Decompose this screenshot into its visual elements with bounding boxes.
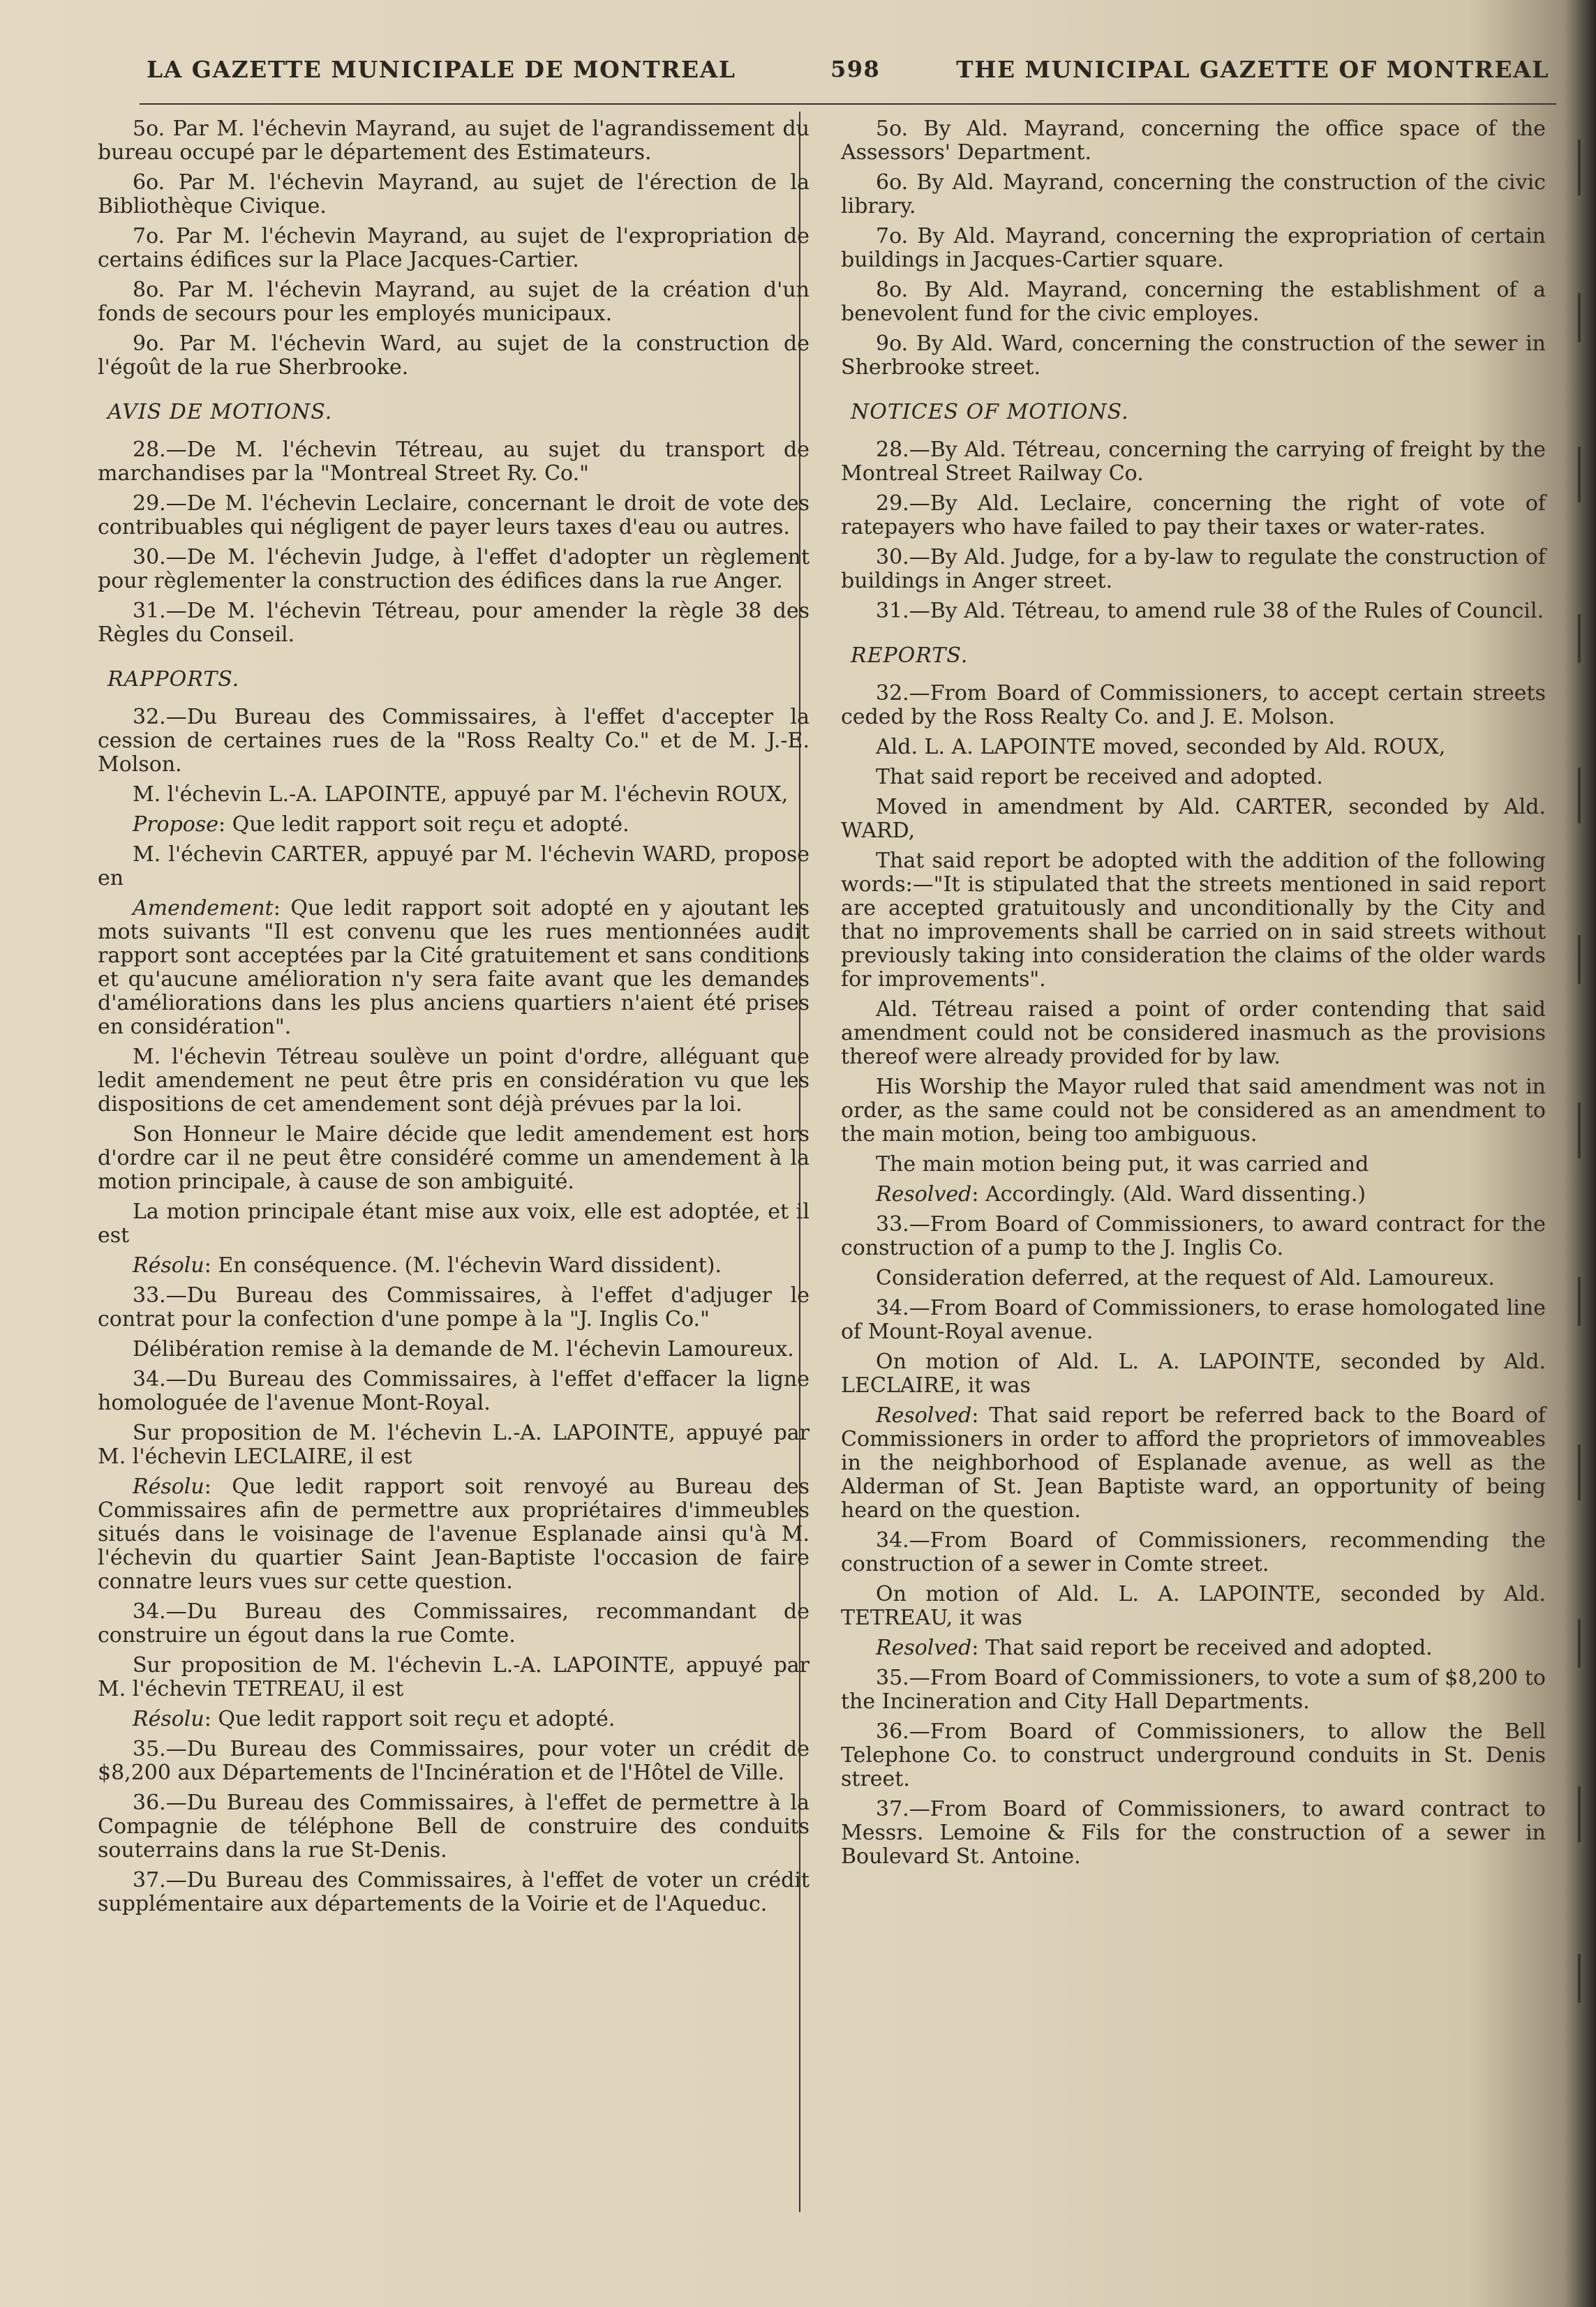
report-paragraph <box>98 897 810 1039</box>
report-paragraph: La motion principale étant mise aux voix, elle est adoptée, et il est <box>98 1200 810 1248</box>
edge-mark <box>1578 1444 1581 1500</box>
resolu-text: : Que ledit rapport soit renvoyé au Bureau des Commissaires afin de permettre aux propriétaires d'immeubles situés dans le voisinage de l'avenue Esplanade ainsi qu'à M. l'échevin du quartier Saint Jean-Baptiste l'occasion de faire connatre leurs vues sur cette question. <box>98 1474 810 1594</box>
motion-item: 28.—By Ald. Tétreau, concerning the carrying of freight by the Montreal Street Railway Co. <box>841 438 1546 486</box>
resolved-text: : That said report be received and adopted. <box>971 1636 1433 1660</box>
resolved-label: Resolved <box>876 1403 972 1428</box>
edge-mark <box>1578 1277 1581 1326</box>
motion-item: 31.—By Ald. Tétreau, to amend rule 38 of the Rules of Council. <box>876 599 1544 623</box>
propose-label: Propose <box>133 812 219 837</box>
notice-item: 9o. By Ald. Ward, concerning the construction of the sewer in Sherbrooke street. <box>841 331 1546 380</box>
report-paragraph: Ald. Tétreau raised a point of order contending that said amendment could not be considered inasmuch as the provisions thereof were already provided for by law. <box>841 997 1546 1069</box>
notice-item: 6o. Par M. l'échevin Mayrand, au sujet de l'érection de la Bibliothèque Civique. <box>98 170 810 218</box>
report-paragraph <box>841 1404 1546 1523</box>
notice-item: 9o. Par M. l'échevin Ward, au sujet de la construction de l'égoût de la rue Sherbrooke. <box>98 331 810 380</box>
notice-item: 8o. By Ald. Mayrand, concerning the establishment of a benevolent fund for the civic employes. <box>841 278 1546 326</box>
edge-mark <box>1578 293 1581 342</box>
section-heading-reports: RAPPORTS. <box>107 667 240 692</box>
resolved-label: Resolved <box>876 1182 972 1207</box>
resolu-label: Résolu <box>133 1707 204 1731</box>
resolved-label: Resolved <box>876 1636 972 1660</box>
report-paragraph <box>841 1636 1546 1660</box>
motion-item: 31.—De M. l'échevin Tétreau, pour amender la règle 38 des Règles du Conseil. <box>98 599 810 647</box>
report-paragraph <box>98 1475 810 1594</box>
resolu-label: Résolu <box>133 1253 204 1278</box>
english-column <box>841 117 1546 1875</box>
notice-item: 6o. By Ald. Mayrand, concerning the construction of the civic library. <box>841 170 1546 218</box>
resolved-text: : That said report be referred back to the Board of Commissioners in order to afford the proprietors of immoveables in the neighborhood of Esplanade avenue, as well as the Alderman of St. Jean Baptiste ward, an opportunity of being heard on the question. <box>841 1403 1546 1523</box>
report-paragraph: His Worship the Mayor ruled that said amendment was not in order, as the same could not be considered as an amendment to the main motion, being too ambiguous. <box>841 1075 1546 1147</box>
resolu-text: : Que ledit rapport soit reçu et adopté. <box>204 1707 616 1731</box>
report-item: 34.—Du Bureau des Commissaires, recommandant de construire un égout dans la rue Comte. <box>98 1599 810 1648</box>
notice-item: 8o. Par M. l'échevin Mayrand, au sujet de la création d'un fonds de secours pour les employés municipaux. <box>98 278 810 326</box>
report-paragraph: Consideration deferred, at the request of Ald. Lamoureux. <box>876 1266 1495 1290</box>
french-column <box>98 117 810 1922</box>
report-paragraph <box>98 813 810 837</box>
report-paragraph: Son Honneur le Maire décide que ledit amendement est hors d'ordre car il ne peut être considéré comme un amendement à la motion principale, à cause de son ambiguité. <box>98 1122 810 1194</box>
report-paragraph <box>841 1183 1546 1207</box>
edge-mark <box>1578 140 1581 195</box>
report-paragraph: M. l'échevin Tétreau soulève un point d'ordre, alléguant que ledit amendement ne peut être pris en considération vu que les dispositions de cet amendement sont déjà prévues par la loi. <box>98 1045 810 1117</box>
report-paragraph: M. l'échevin CARTER, appuyé par M. l'échevin WARD, propose en <box>98 842 810 890</box>
report-item: 34.—Du Bureau des Commissaires, à l'effet d'effacer la ligne homologuée de l'avenue Mont-Royal. <box>98 1367 810 1415</box>
report-paragraph: Sur proposition de M. l'échevin L.-A. LAPOINTE, appuyé par M. l'échevin LECLAIRE, il est <box>98 1421 810 1469</box>
report-item: 32.—From Board of Commissioners, to accept certain streets ceded by the Ross Realty Co. and J. E. Molson. <box>841 681 1546 729</box>
report-paragraph: That said report be received and adopted. <box>876 765 1323 789</box>
report-item: 36.—From Board of Commissioners, to allow the Bell Telephone Co. to construct underground conduits in St. Denis street. <box>841 1719 1546 1791</box>
edge-mark <box>1578 935 1581 984</box>
edge-mark <box>1578 1619 1581 1668</box>
report-paragraph: Moved in amendment by Ald. CARTER, seconded by Ald. WARD, <box>841 795 1546 843</box>
amendment-label: Amendement <box>133 896 274 920</box>
page-number: 598 <box>830 56 881 82</box>
motion-item: 30.—De M. l'échevin Judge, à l'effet d'adopter un règlement pour règlementer la construction des édifices dans la rue Anger. <box>98 545 810 593</box>
motion-item: 29.—De M. l'échevin Leclaire, concernant le droit de vote des contribuables qui négligent de payer leurs taxes d'eau ou autres. <box>98 491 810 539</box>
motion-item: 28.—De M. l'échevin Tétreau, au sujet du transport de marchandises par la "Montreal Street Ry. Co." <box>98 438 810 486</box>
section-heading-motions: NOTICES OF MOTIONS. <box>851 400 1129 424</box>
edge-mark <box>1578 447 1581 502</box>
report-paragraph: Sur proposition de M. l'échevin L.-A. LAPOINTE, appuyé par M. l'échevin TETREAU, il est <box>98 1653 810 1701</box>
report-item: 37.—From Board of Commissioners, to award contract to Messrs. Lemoine & Fils for the construction of a sewer in Boulevard St. Antoine. <box>841 1797 1546 1869</box>
report-item: 34.—From Board of Commissioners, to erase homologated line of Mount-Royal avenue. <box>841 1296 1546 1344</box>
report-paragraph: That said report be adopted with the addition of the following words:—"It is stipulated that the streets mentioned in said report are accepted gratuitously and unconditionally by the City and that no improvements shall be carried on in said streets without previously taking into consideration the claims of the older wards for improvements". <box>841 849 1546 992</box>
propose-text: : Que ledit rapport soit reçu et adopté. <box>218 812 629 837</box>
notice-item: 5o. Par M. l'échevin Mayrand, au sujet de l'agrandissement du bureau occupé par le département des Estimateurs. <box>98 117 810 165</box>
edge-mark <box>1578 1954 1581 2003</box>
report-item: 37.—Du Bureau des Commissaires, à l'effet de voter un crédit supplémentaire aux départements de la Voirie et de l'Aqueduc. <box>98 1868 810 1916</box>
header-rule <box>140 103 1556 105</box>
report-item: 36.—Du Bureau des Commissaires, à l'effet de permettre à la Compagnie de téléphone Bell de construire des conduits souterrains dans la rue St-Denis. <box>98 1791 810 1862</box>
header-title-english: THE MUNICIPAL GAZETTE OF MONTREAL <box>956 56 1549 83</box>
notice-item: 5o. By Ald. Mayrand, concerning the office space of the Assessors' Department. <box>841 117 1546 165</box>
report-item: 33.—From Board of Commissioners, to award contract for the construction of a pump to the J. Inglis Co. <box>841 1212 1546 1260</box>
report-item: 33.—Du Bureau des Commissaires, à l'effet d'adjuger le contrat pour la confection d'une pompe à la "J. Inglis Co." <box>98 1283 810 1331</box>
motion-item: 29.—By Ald. Leclaire, concerning the right of vote of ratepayers who have failed to pay their taxes or water-rates. <box>841 491 1546 539</box>
notice-item: 7o. Par M. l'échevin Mayrand, au sujet de l'expropriation de certains édifices sur la Place Jacques-Cartier. <box>98 224 810 272</box>
report-paragraph: M. l'échevin L.-A. LAPOINTE, appuyé par M. l'échevin ROUX, <box>133 782 789 807</box>
report-item: 35.—From Board of Commissioners, to vote a sum of $8,200 to the Incineration and City Hall Departments. <box>841 1666 1546 1714</box>
report-item: 34.—From Board of Commissioners, recommending the construction of a sewer in Comte street. <box>841 1528 1546 1576</box>
report-paragraph: Délibération remise à la demande de M. l'échevin Lamoureux. <box>133 1337 794 1361</box>
report-item: 32.—Du Bureau des Commissaires, à l'effet d'accepter la cession de certaines rues de la "Ross Realty Co." et de M. J.-E. Molson. <box>98 705 810 777</box>
resolu-text: : En conséquence. (M. l'échevin Ward dissident). <box>204 1253 722 1278</box>
report-paragraph <box>98 1254 810 1278</box>
report-paragraph: On motion of Ald. L. A. LAPOINTE, seconded by Ald. LECLAIRE, it was <box>841 1350 1546 1398</box>
report-paragraph: The main motion being put, it was carried and <box>876 1152 1369 1177</box>
header-title-french: LA GAZETTE MUNICIPALE DE MONTREAL <box>147 56 736 83</box>
edge-mark <box>1578 768 1581 823</box>
resolved-text: : Accordingly. (Ald. Ward dissenting.) <box>971 1182 1366 1207</box>
page-header <box>147 49 1549 98</box>
report-paragraph: On motion of Ald. L. A. LAPOINTE, seconded by Ald. TETREAU, it was <box>841 1582 1546 1630</box>
report-paragraph: Ald. L. A. LAPOINTE moved, seconded by Ald. ROUX, <box>876 735 1446 759</box>
edge-mark <box>1578 1103 1581 1158</box>
report-item: 35.—Du Bureau des Commissaires, pour voter un crédit de $8,200 aux Départements de l'Incinération et de l'Hôtel de Ville. <box>98 1737 810 1785</box>
amendment-text: : Que ledit rapport soit adopté en y ajoutant les mots suivants "Il est convenu que les rues mentionnées audit rapport sont acceptées par la Cité gratuitement et sans conditions et qu'aucune amélioration n'y sera faite avant que les demandes d'améliorations dans les plus anciens quartiers n'aient été prises en considération". <box>98 896 810 1039</box>
edge-mark <box>1578 614 1581 663</box>
motion-item: 30.—By Ald. Judge, for a by-law to regulate the construction of buildings in Anger street. <box>841 545 1546 593</box>
report-paragraph <box>98 1708 810 1731</box>
resolu-label: Résolu <box>133 1474 204 1499</box>
section-heading-reports: REPORTS. <box>851 643 969 668</box>
section-heading-motions: AVIS DE MOTIONS. <box>107 400 333 424</box>
edge-mark <box>1578 1786 1581 1842</box>
notice-item: 7o. By Ald. Mayrand, concerning the expropriation of certain buildings in Jacques-Cartier square. <box>841 224 1546 272</box>
binding-edge <box>1554 0 1596 2307</box>
